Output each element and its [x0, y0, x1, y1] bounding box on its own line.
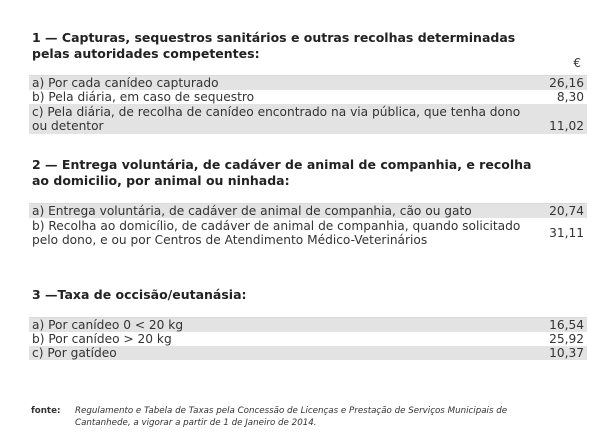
row-label: a) Por canídeo 0 < 20 kg [32, 318, 184, 332]
table-row [29, 76, 587, 90]
row-label: b) Por canídeo > 20 kg [32, 332, 172, 346]
section-2-table [29, 203, 587, 248]
row-value: 25,92 [549, 332, 584, 346]
row-label: a) Entrega voluntária, de cadáver de animal de companhia, cão ou gato [32, 204, 472, 218]
source-footnote [31, 405, 561, 429]
table-row [29, 104, 587, 134]
footnote-label: fonte: [31, 406, 61, 416]
section-1-heading: 1 — Capturas, sequestros sanitários e outras recolhas determinadas pelas autoridades competentes: [32, 30, 516, 61]
table-row [29, 346, 587, 360]
section-3-heading: 3 —Taxa de occisão/eutanásia: [32, 287, 247, 302]
row-value: 31,11 [549, 226, 584, 240]
table-row [29, 90, 587, 104]
row-value: 11,02 [549, 119, 584, 133]
currency-symbol: € [573, 56, 581, 70]
table-row [29, 204, 587, 218]
row-label: a) Por cada canídeo capturado [32, 76, 219, 90]
table-row [29, 332, 587, 346]
row-label: c) Por gatídeo [32, 346, 117, 360]
row-value: 20,74 [549, 204, 584, 218]
section-3-table [29, 317, 587, 360]
section-2-heading: 2 — Entrega voluntária, de cadáver de animal de companhia, e recolha ao domicilio, por animal ou ninhada: [32, 157, 532, 188]
footnote-text: Regulamento e Tabela de Taxas pela Concessão de Licenças e Prestação de Serviços Municipais de Cantanhede, a vigorar a partir de 1 de Janeiro de 2014. [75, 406, 508, 428]
row-value: 16,54 [549, 318, 584, 332]
table-row [29, 318, 587, 332]
row-label: b) Recolha ao domicílio, de cadáver de animal de companhia, quando solicitado pelo dono, e ou por Centros de Atendimento Médico-Veterinários [32, 219, 521, 247]
table-row [29, 218, 587, 248]
row-value: 26,16 [549, 76, 584, 90]
row-label: b) Pela diária, em caso de sequestro [32, 90, 255, 104]
section-1-table [29, 75, 587, 134]
row-value: 10,37 [549, 346, 584, 360]
row-value: 8,30 [556, 90, 584, 104]
row-label: c) Pela diária, de recolha de canídeo encontrado na via pública, que tenha dono ou detentor [32, 105, 521, 133]
